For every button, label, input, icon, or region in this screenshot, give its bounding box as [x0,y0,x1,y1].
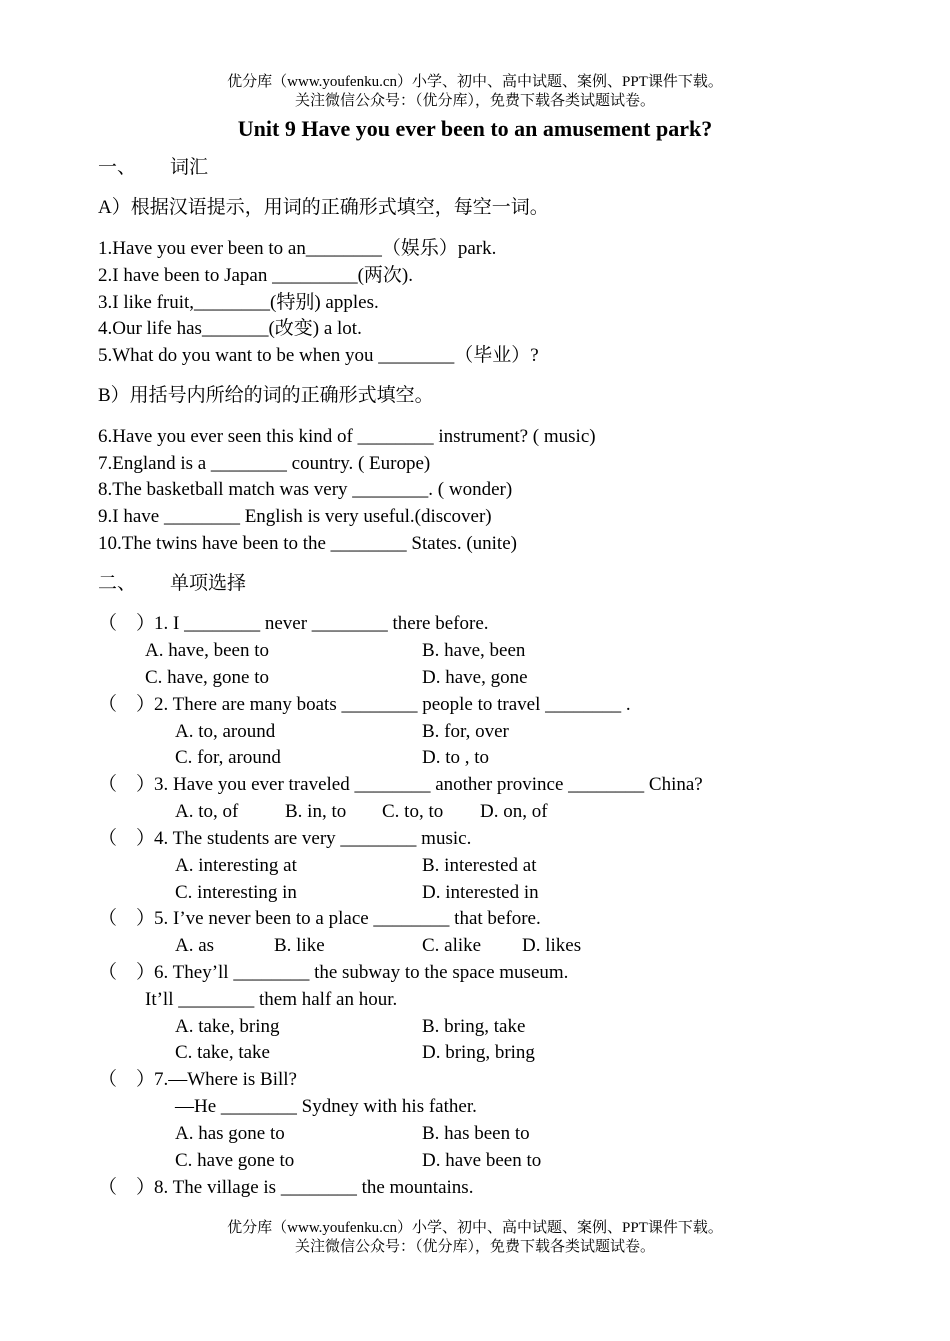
option-a: A. to, of [175,801,239,822]
option-d: D. on, of [480,801,548,822]
vocab-item: 2.I have been to Japan _________(两次). [98,265,414,286]
answer-bracket: （ ） [98,962,156,983]
part-a-instruction: A）根据汉语提示，用词的正确形式填空，每空一词。 [98,197,549,218]
option-d: D. have been to [422,1150,542,1171]
option-a: A. as [175,935,215,956]
question-stem: 6. They’ll ________ the subway to the space museum. [154,962,569,983]
option-b: B. in, to [285,801,347,822]
vocab-item: 6.Have you ever seen this kind of ________ instrument? ( music) [98,426,596,447]
part-b-instruction: B）用括号内所给的词的正确形式填空。 [98,385,434,406]
page-title: Unit 9 Have you ever been to an amusement park? [237,116,713,141]
option-b: B. has been to [422,1123,530,1144]
answer-bracket: （ ） [98,694,156,715]
question-stem: 8. The village is ________ the mountains. [154,1177,474,1198]
option-b: B. interested at [422,855,537,876]
question-stem-continued: It’ll ________ them half an hour. [145,989,398,1010]
answer-bracket: （ ） [98,908,156,929]
option-d: D. to , to [422,747,490,768]
option-c: C. have gone to [175,1150,295,1171]
question-stem: 4. The students are very ________ music. [154,828,472,849]
option-a: A. to, around [175,721,276,742]
vocab-item: 9.I have ________ English is very useful.(discover) [98,506,492,527]
option-a: A. interesting at [175,855,297,876]
option-b: B. bring, take [422,1016,526,1037]
option-b: B. have, been [422,640,526,661]
footer-line-2: 关注微信公众号：（优分库），免费下载各类试题试卷。 [294,1239,655,1255]
option-c: C. have, gone to [145,667,270,688]
option-b: B. like [274,935,325,956]
question-stem-continued: —He ________ Sydney with his father. [175,1096,477,1117]
question-stem: 2. There are many boats ________ people to travel ________ . [154,694,631,715]
option-c: C. for, around [175,747,281,768]
vocab-item: 10.The twins have been to the ________ States. (unite) [98,533,517,554]
question-stem: 3. Have you ever traveled ________ another province ________ China? [154,774,703,795]
option-a: A. take, bring [175,1016,280,1037]
option-c: C. alike [422,935,482,956]
header-line-1: 优分库（www.youfenku.cn）小学、初中、高中试题、案例、PPT课件下载。 [227,74,723,90]
section-2-number: 二、 [98,573,137,594]
section-1-heading: 词汇 [170,157,209,178]
option-d: D. bring, bring [422,1042,535,1063]
section-2-heading: 单项选择 [170,573,247,594]
section-1-number: 一、 [98,157,137,178]
question-stem: 7.—Where is Bill? [154,1069,297,1090]
option-d: D. interested in [422,882,539,903]
vocab-item: 5.What do you want to be when you ________（毕业）? [98,345,539,366]
vocab-item: 7.England is a ________ country. ( Europe) [98,453,431,474]
option-d: D. have, gone [422,667,528,688]
option-a: A. has gone to [175,1123,285,1144]
option-b: B. for, over [422,721,509,742]
answer-bracket: （ ） [98,1069,156,1090]
question-stem: 5. I’ve never been to a place ________ that before. [154,908,541,929]
footer-line-1: 优分库（www.youfenku.cn）小学、初中、高中试题、案例、PPT课件下载。 [227,1220,723,1236]
vocab-item: 1.Have you ever been to an________（娱乐）park. [98,238,497,259]
option-c: C. to, to [382,801,444,822]
vocab-item: 4.Our life has_______(改变) a lot. [98,318,362,339]
header-line-2: 关注微信公众号：（优分库），免费下载各类试题试卷。 [294,93,655,109]
answer-bracket: （ ） [98,1177,156,1198]
question-stem: 1. I ________ never ________ there before. [154,613,489,634]
answer-bracket: （ ） [98,774,156,795]
vocab-item: 8.The basketball match was very ________. ( wonder) [98,479,513,500]
answer-bracket: （ ） [98,613,156,634]
option-d: D. likes [522,935,582,956]
option-c: C. interesting in [175,882,297,903]
option-a: A. have, been to [145,640,269,661]
answer-bracket: （ ） [98,828,156,849]
vocab-item: 3.I like fruit,________(特别) apples. [98,292,379,313]
option-c: C. take, take [175,1042,270,1063]
